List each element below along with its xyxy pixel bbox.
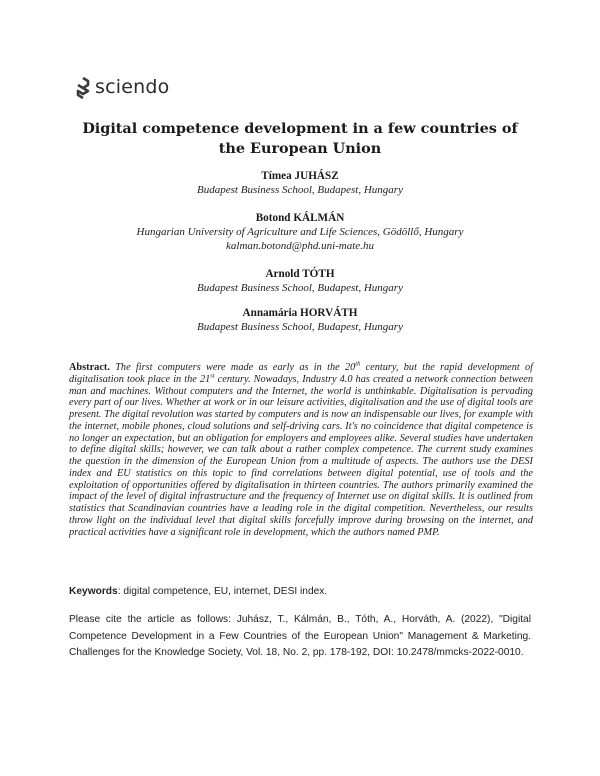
author-affiliation: Budapest Business School, Budapest, Hungary [197,321,403,333]
logo-text: sciendo [95,76,170,98]
paper-title: Digital competence development in a few countries of the European Union [82,120,518,157]
author-name: Annamária HORVÁTH [242,307,358,319]
sciendo-logo-icon [76,77,90,99]
author-affiliation: Hungarian University of Agriculture and Life Sciences, Gödöllő, Hungary [136,226,464,238]
author-name: Tímea JUHÁSZ [261,170,339,182]
author-affiliation: Budapest Business School, Budapest, Hungary [197,184,403,196]
abstract-text: century. Nowadays, Industry 4.0 has created a network connection between man and machines. Without computers and the Internet, the world is unthinkable. Digitalisation is pervading every part of our lives. Whether at work or in our leisure activities, digitalisation and the use of digital tools are present. The digital revolution was started by computers and is now an indispensable our lives, for example with the internet, mobile phones, cloud solutions and self-driving cars. It's no coincidence that digital competence is no longer an expectation, but an obligation for employers and employees alike. Several studies have undertaken to define digital skills; however, we can talk about a rather complex competence. The current study examines the question in the dimension of the European Union from a multitude of aspects. The authors use the DESI index and EU statistics on this topic to find correlations between digital potential, use of tools and the exploitation of opportunities offered by digitalisation in thirteen countries. The authors primarily examined the impact of the level of digital infrastructure and the frequency of Internet use on digital skills. It is outlined from statistics that Scandinavian countries have a leading role in the digital competition. Nevertheless, our results throw light on the individual level that digital skills forcefully improve during browsing on the internet, and practical activities have a significant role in development, which the authors named PMP. [69,373,533,538]
abstract-label: Abstract. [69,362,110,373]
author-name: Botond KÁLMÁN [255,212,345,224]
sciendo-logo [76,76,169,100]
keywords-text: : digital competence, EU, internet, DESI index. [117,586,328,597]
superscript: th [355,360,361,368]
abstract-text: century, but the rapid development of digitalisation took place in the 21 [69,362,534,385]
keywords [69,586,327,597]
keywords-label: Keywords [69,586,118,597]
superscript: st [210,372,215,380]
author-affiliation: Budapest Business School, Budapest, Hungary [197,282,403,294]
author-email: kalman.botond@phd.uni-mate.hu [226,240,374,252]
citation: Please cite the article as follows: Juhász, T., Kálmán, B., Tóth, A., Horváth, A. (2022), "Digital Competence Development in a Few Countries of the European Union" Management & Marketing. Challenges for the Knowledge Society, Vol. 18, No. 2, pp. 178-192, DOI: 10.2478/mmcks-2022-0010. [69,614,531,658]
abstract-text: The first computers were made as early as in the 20 [109,362,356,373]
author-name: Arnold TÓTH [265,268,335,280]
abstract [69,362,533,538]
